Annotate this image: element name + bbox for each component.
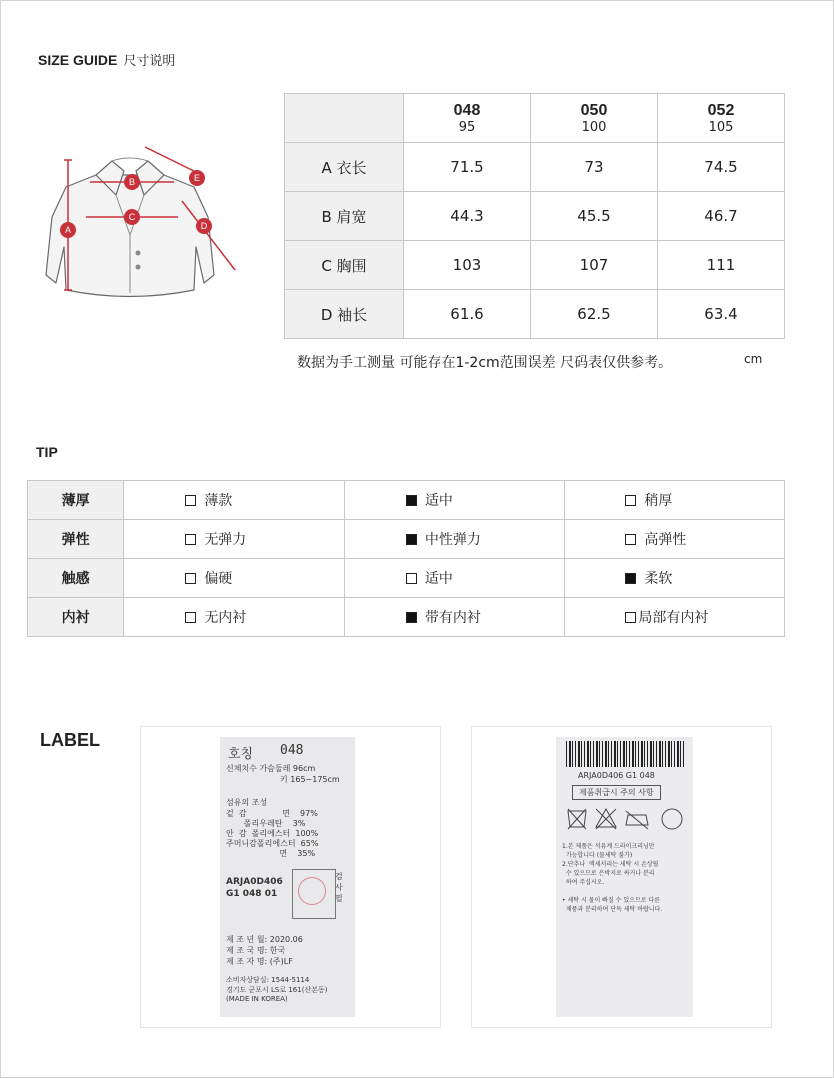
checkbox-icon [406, 573, 417, 584]
size-cell: 44.3 [404, 192, 531, 241]
tag-size-value: 048 [280, 743, 304, 758]
size-guide-heading [38, 50, 175, 69]
unit-label: cm [744, 352, 763, 366]
tag-body-line: 신체치수 가슴둘레 96cm [226, 764, 316, 773]
size-cell: 63.4 [658, 290, 785, 339]
checkbox-icon [185, 573, 196, 584]
care-symbols-icon [566, 803, 686, 833]
jacket-diagram [30, 135, 255, 315]
care-tag-photo [556, 737, 693, 1017]
barcode-icon [566, 741, 684, 767]
checkbox-icon [625, 534, 636, 545]
tip-option: 局部有内衬 [565, 598, 785, 637]
tag-care-line: 가능합니다 (물세탁 불가) [562, 852, 633, 859]
marker-b: B [128, 177, 136, 187]
tip-option: 薄款 [124, 481, 345, 520]
size-cell: 73 [531, 143, 658, 192]
size-row-b [285, 192, 785, 241]
checkbox-checked-icon [625, 573, 636, 584]
tip-row-lining [28, 598, 785, 637]
checkbox-checked-icon [406, 612, 417, 623]
tag-product-code: ARJA0D406 G1 048 [578, 771, 655, 780]
size-cell: 107 [531, 241, 658, 290]
tag-inspection: 검사필 [335, 872, 343, 903]
size-col-048: 048 95 [404, 94, 531, 143]
tag-fiber-line: 면 35% [226, 849, 316, 858]
size-table-corner [285, 94, 404, 143]
marker-a: A [64, 225, 72, 235]
tip-row-thickness [28, 481, 785, 520]
tag-contact-line: 소비자상담실: 1544-5114 [226, 976, 310, 984]
tag-fiber-line: 폴리우레탄 3% [226, 819, 306, 828]
tag-mfg-line: 제 조 년 월: 2020.06 [226, 935, 303, 944]
label-card-care-tag [471, 726, 772, 1028]
tag-code: G1 048 01 [226, 889, 278, 899]
size-row-c [285, 241, 785, 290]
tag-care-line: 제품과 분리하여 단독 세탁 바랍니다. [562, 906, 663, 913]
tag-fiber-line: 안 감 폴리에스터 100% [226, 829, 319, 838]
size-cell: 61.6 [404, 290, 531, 339]
label-card-size-tag [140, 726, 441, 1028]
tip-row-touch [28, 559, 785, 598]
tag-mfg-line: 제 조 국 명: 한국 [226, 946, 286, 955]
checkbox-icon [185, 495, 196, 506]
tag-contact-line: 경기도 군포시 LS로 161(산본동) [226, 986, 328, 994]
tip-option: 偏硬 [124, 559, 345, 598]
tip-row-label: 内衬 [28, 598, 124, 637]
tip-option: 稍厚 [565, 481, 785, 520]
size-tag-photo [220, 737, 355, 1017]
tag-care-line: • 세탁 시 물이 빠질 수 있으므로 다른 [562, 897, 661, 904]
tip-row-label: 触感 [28, 559, 124, 598]
checkbox-icon [185, 534, 196, 545]
tip-option: 高弹性 [565, 520, 785, 559]
inspection-seal-icon [298, 877, 326, 905]
tip-row-label: 薄厚 [28, 481, 124, 520]
checkbox-checked-icon [406, 534, 417, 545]
size-row-label: A 衣长 [285, 143, 404, 192]
size-guide-subtitle: 尺寸说明 [123, 54, 176, 69]
tag-fiber-title: 섬유의 조성 [226, 798, 268, 807]
tag-care-line: 하여 주십시오. [562, 879, 605, 886]
size-cell: 62.5 [531, 290, 658, 339]
checkbox-icon [185, 612, 196, 623]
tip-option: 适中 [344, 559, 565, 598]
tip-option: 无弹力 [124, 520, 345, 559]
tag-contact-line: (MADE IN KOREA) [226, 995, 288, 1003]
size-cell: 46.7 [658, 192, 785, 241]
marker-d: D [200, 221, 208, 231]
checkbox-icon [625, 495, 636, 506]
tip-table [27, 480, 785, 637]
size-row-label: B 肩宽 [285, 192, 404, 241]
label-title: LABEL [40, 730, 100, 750]
tip-option: 适中 [344, 481, 565, 520]
size-cell: 45.5 [531, 192, 658, 241]
tip-title: TIP [36, 444, 58, 460]
tip-option: 柔软 [565, 559, 785, 598]
marker-e: E [193, 173, 201, 183]
measurement-note: 数据为手工测量 可能存在1-2cm范围误差 尺码表仅供参考。 [297, 355, 673, 371]
tip-row-elasticity [28, 520, 785, 559]
tag-care-line: 수 있으므로 은박지로 싸거나 분리 [562, 870, 655, 877]
tag-care-line: 2.단추나 액세서리는 세탁 시 손상될 [562, 861, 659, 868]
size-cell: 111 [658, 241, 785, 290]
size-guide-title: SIZE GUIDE [38, 52, 118, 68]
size-row-label: C 胸围 [285, 241, 404, 290]
tag-care-line: 1.본 제품은 석유계 드라이크리닝만 [562, 843, 655, 850]
tag-body-line: 키 165~175cm [280, 775, 340, 784]
tip-option: 无内衬 [124, 598, 345, 637]
checkbox-icon [625, 612, 636, 623]
checkbox-checked-icon [406, 495, 417, 506]
size-row-a [285, 143, 785, 192]
size-table [284, 93, 785, 339]
tag-care-title: 제품취급시 주의 사항 [572, 785, 661, 800]
tip-row-label: 弹性 [28, 520, 124, 559]
marker-c: C [128, 212, 136, 222]
tip-option: 中性弹力 [344, 520, 565, 559]
size-col-052: 052 105 [658, 94, 785, 143]
size-cell: 103 [404, 241, 531, 290]
size-header-row [285, 94, 785, 143]
tag-mfg-line: 제 조 자 명: (주)LF [226, 957, 293, 966]
size-col-050: 050 100 [531, 94, 658, 143]
tag-fiber-line: 겉 감 면 97% [226, 809, 318, 818]
tag-fiber-line: 주머니감폴리에스터 65% [226, 839, 319, 848]
tag-code: ARJA0D406 [226, 877, 283, 887]
tip-option: 带有内衬 [344, 598, 565, 637]
size-cell: 71.5 [404, 143, 531, 192]
size-cell: 74.5 [658, 143, 785, 192]
tag-size-label: 호칭 [228, 747, 254, 762]
size-row-d [285, 290, 785, 339]
size-row-label: D 袖长 [285, 290, 404, 339]
